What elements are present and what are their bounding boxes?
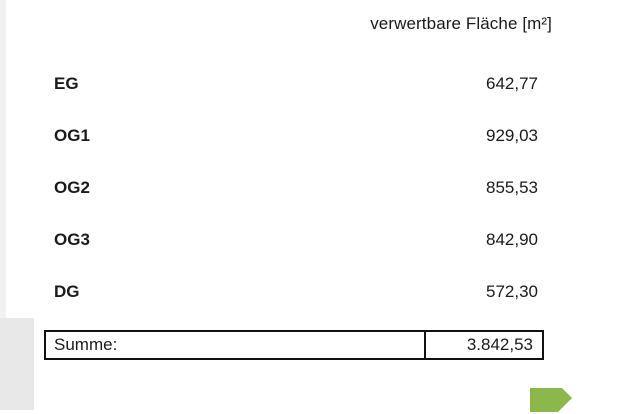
row-value-og1: 929,03: [486, 126, 538, 145]
row-label-dg: DG: [54, 282, 80, 301]
row-label-og1: OG1: [54, 126, 90, 145]
row-value-dg: 572,30: [486, 282, 538, 301]
row-value-og2: 855,53: [486, 178, 538, 197]
summary-value: 3.842,53: [466, 335, 533, 354]
table-row: [40, 58, 552, 110]
row-label-og2: OG2: [54, 178, 90, 197]
row-label-eg: EG: [54, 74, 79, 93]
table-row: [40, 266, 552, 318]
summary-value-cell: [426, 332, 542, 358]
row-value-eg: 642,77: [486, 74, 538, 93]
row-value-og3: 842,90: [486, 230, 538, 249]
table-row: [40, 110, 552, 162]
row-label-og3: OG3: [54, 230, 90, 249]
summary-label-cell: [46, 332, 426, 358]
summary-label: Summe:: [54, 335, 118, 354]
table-body: [40, 58, 552, 318]
page-edge-band: [0, 318, 34, 410]
table-column-header: [40, 14, 552, 34]
green-arrow-icon: [528, 388, 574, 414]
column-header-label: verwertbare Fläche [m²]: [370, 14, 552, 33]
summary-row: [44, 330, 544, 360]
table-row: [40, 162, 552, 214]
table-row: [40, 214, 552, 266]
